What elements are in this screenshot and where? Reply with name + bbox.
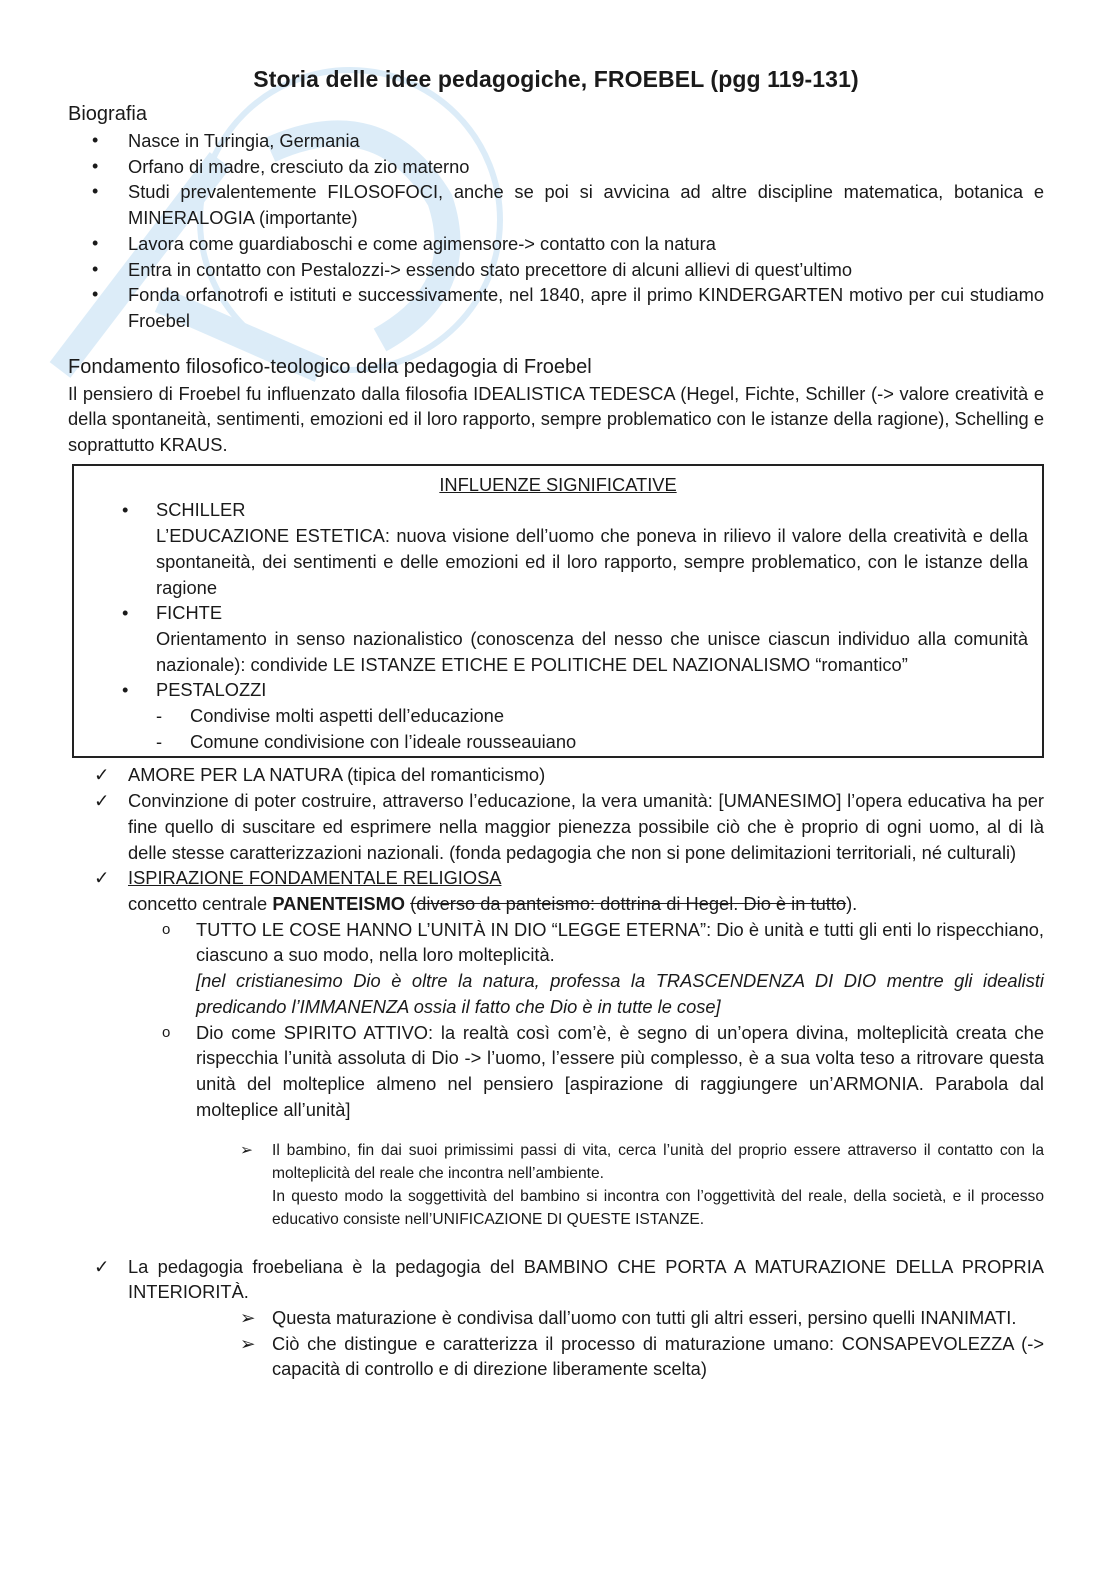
list-item: • Orfano di madre, cresciuto da zio materno <box>128 154 1044 180</box>
check-text: Convinzione di poter costruire, attraverso l’educazione, la vera umanità: [UMANESIMO] l’opera educativa ha per fine quello di suscitare ed esprimere nella maggior pienezza possibile ciò che è proprio di ogni uomo, al di là delle stesse caratterizzazioni nazionali. (fonda pedagogia che non si pone delimitazioni territoriali, né culturali) <box>128 790 1044 863</box>
panenteismo-term: PANENTEISMO <box>272 892 406 914</box>
arrow-text: Il bambino, fin dai suoi primissimi passi di vita, cerca l’unità del proprio essere attraverso il contatto con la molteplicità del reale che incontra nell’ambiente. <box>272 1142 1044 1183</box>
fichte-name: FICHTE <box>156 602 223 624</box>
sub-text: TUTTO LE COSE HANNO L’UNITÀ IN DIO “LEGGE ETERNA”: Dio è unità e tutti gli enti lo rispecchiano, ciascuno a suo modo, nella loro molteplicità. <box>196 918 1044 966</box>
concetto-strike: (diverso da panteismo: dottrina di Hegel. Dio è in tutto <box>410 892 847 914</box>
document-page <box>68 66 1044 1382</box>
bullet-icon: • <box>122 602 129 624</box>
arrow-bullet-icon: ➢ <box>240 1142 254 1160</box>
list-item: • Lavora come guardiaboschi e come agimensore-> contatto con la natura <box>128 231 1044 257</box>
arrow-item-bambino <box>68 1140 1044 1231</box>
sub-text: Dio come SPIRITO ATTIVO: la realtà così com’è, è segno di un’opera divina, molteplicità creata che rispecchia l’unità assoluta di Dio -> l’uomo, l’essere più complesso, è a sua volta teso a ritrovare questa unità del molteplice almeno nel pensiero [aspirazione di raggiungere un’ARMONIA. Parabola dal molteplice all’unità] <box>196 1021 1044 1120</box>
circle-bullet-icon: o <box>162 1023 171 1041</box>
concetto-suffix: ). <box>846 892 858 914</box>
influenza-schiller <box>122 497 1028 600</box>
check-item-convinzione <box>68 788 1044 865</box>
circle-bullet-icon: o <box>162 920 171 938</box>
influenza-fichte <box>122 600 1028 677</box>
check-text: AMORE PER LA NATURA (tipica del romanticismo) <box>128 764 546 786</box>
checkmark-icon: ✓ <box>94 764 110 786</box>
influenze-box <box>72 464 1044 759</box>
pestalozzi-sub-item: - Comune condivisione con l’ideale rousseauiano <box>122 729 1028 755</box>
arrow-item-distingue <box>68 1331 1044 1382</box>
sub-item-spirito <box>68 1020 1044 1123</box>
bullet-icon: • <box>122 679 129 701</box>
page-title: Storia delle idee pedagogiche, FROEBEL (pgg 119-131) <box>253 66 859 92</box>
arrow-text: Questa maturazione è condivisa dall’uomo con tutti gli altri esseri, persino quelli INANIMATI. <box>272 1306 1017 1328</box>
schiller-text: L’EDUCAZIONE ESTETICA: nuova visione dell’uomo che poneva in rilievo il valore della creatività e della spontaneità, dei sentimenti e delle emozioni ed il loro rapporto, sempre problematico, con le istanze della ragione <box>156 525 1028 598</box>
list-item: • Nasce in Turingia, Germania <box>128 128 1044 154</box>
fondamento-text: Il pensiero di Froebel fu influenzato dalla filosofia IDEALISTICA TEDESCA (Hegel, Fichte, Schiller (-> valore creatività e della spontaneità, sentimenti, emozioni ed il loro rapporto, sempre problematico con le istanze della ragione), Schelling e soprattutto KRAUS. <box>68 382 1044 456</box>
sub-text-italic: [nel cristianesimo Dio è oltre la natura, professa la TRASCENDENZA DI DIO mentre gli idealisti predicando l’IMMANENZA ossia il fatto che Dio è in tutte le cose] <box>196 970 1044 1017</box>
arrow-text: Ciò che distingue e caratterizza il processo di maturazione umano: CONSAPEVOLEZZA (-> capacità di controllo e di direzione liberamente scelta) <box>272 1332 1044 1380</box>
influenza-pestalozzi <box>122 677 1028 703</box>
check-text: ISPIRAZIONE FONDAMENTALE RELIGIOSA <box>128 867 502 889</box>
bullet-icon: • <box>122 499 129 521</box>
biografia-heading: Biografia <box>68 103 147 125</box>
check-item-froebeliana <box>68 1254 1044 1305</box>
list-item: • Entra in contatto con Pestalozzi-> essendo stato precettore di alcuni allievi di quest’ultimo <box>128 257 1044 283</box>
check-text: La pedagogia froebeliana è la pedagogia del BAMBINO CHE PORTA A MATURAZIONE DELLA PROPRIA INTERIORITÀ. <box>128 1255 1044 1303</box>
fondamento-heading: Fondamento filosofico-teologico della pedagogia di Froebel <box>68 355 592 378</box>
arrow-bullet-icon: ➢ <box>240 1306 256 1328</box>
check-item-amore <box>68 762 1044 788</box>
schiller-name: SCHILLER <box>156 499 246 521</box>
list-item: • Studi prevalentemente FILOSOFOCI, anche se poi si avvicina ad altre discipline matematica, botanica e MINERALOGIA (importante) <box>128 179 1044 230</box>
list-item: • Fonda orfanotrofi e istituti e successivamente, nel 1840, apre il primo KINDERGARTEN motivo per cui studiamo Froebel <box>128 282 1044 333</box>
pestalozzi-name: PESTALOZZI <box>156 679 267 701</box>
arrow-item-maturazione <box>68 1305 1044 1331</box>
concetto-prefix: concetto centrale <box>128 892 273 914</box>
check-item-ispirazione <box>68 865 1044 916</box>
fichte-text: Orientamento in senso nazionalistico (conoscenza del nesso che unisce ciascun individuo alla comunità nazionale): condivide LE ISTANZE ETICHE E POLITICHE DEL NAZIONALISMO “romantico” <box>156 627 1028 675</box>
biografia-list <box>68 128 1044 334</box>
arrow-text: In questo modo la soggettività del bambino si incontra con l’oggettività del reale, della società, e il processo educativo consiste nell’UNIFICAZIONE DI QUESTE ISTANZE. <box>272 1187 1044 1228</box>
concetto-line <box>128 891 1044 917</box>
checkmark-icon: ✓ <box>94 790 110 812</box>
checkmark-icon: ✓ <box>94 1255 110 1277</box>
checkmark-icon: ✓ <box>94 867 110 889</box>
arrow-bullet-icon: ➢ <box>240 1332 256 1354</box>
influenze-heading: INFLUENZE SIGNIFICATIVE <box>439 473 677 495</box>
sub-item-tutto <box>68 917 1044 1020</box>
pestalozzi-sub-item: - Condivise molti aspetti dell’educazione <box>122 703 1028 729</box>
